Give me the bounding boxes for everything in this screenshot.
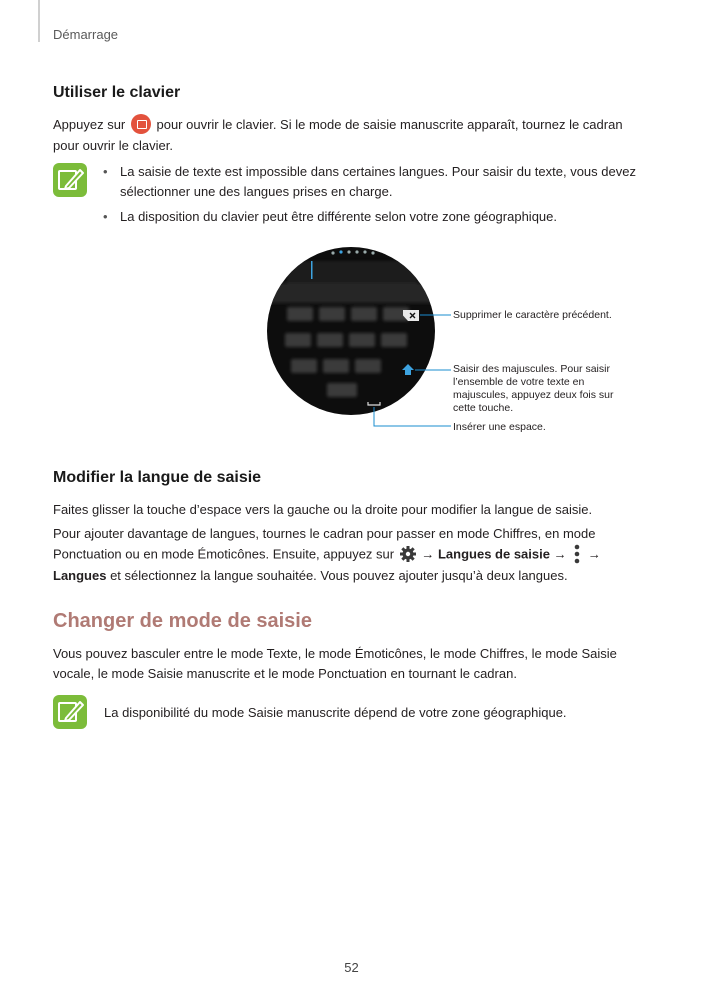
- language-paragraph-1: Faites glisser la touche d’espace vers la gauche ou la droite pour modifier la langue de saisie.: [53, 502, 593, 517]
- note-item: • La disposition du clavier peut être différente selon votre zone géographique.: [103, 207, 643, 227]
- callout-space: Insérer une espace.: [453, 421, 546, 433]
- more-options-icon: [572, 543, 582, 565]
- langues-de-saisie-menu: Langues de saisie: [437, 546, 550, 562]
- mode-section-title: Changer de mode de saisie: [53, 610, 312, 632]
- note-item: • La saisie de texte est impossible dans certaines langues. Pour saisir du texte, vous devez sélectionner une des langues prises en charge.: [103, 162, 643, 202]
- page-number: 52: [344, 960, 359, 975]
- callout-shift: Saisir des majuscules. Pour saisir l’ensemble de votre texte en majuscules, appuyez deux fois sur cette touche.: [453, 363, 614, 414]
- langues-menu: Langues: [53, 568, 107, 583]
- mode-paragraph: Vous pouvez basculer entre le mode Texte, le mode Émoticônes, le mode Chiffres, le mode Saisie vocale, le mode Saisie manuscrite et le mode Ponctuation en tournant le cadran.: [53, 646, 617, 681]
- keyboard-section-title: Utiliser le clavier: [53, 84, 181, 101]
- note-icon: [53, 695, 87, 729]
- keyboard-intro-part1: Appuyez sur: [53, 117, 129, 132]
- mode-note: La disponibilité du mode Saisie manuscrite dépend de votre zone géographique.: [104, 705, 567, 720]
- language-paragraph-2: Pour ajouter davantage de langues, tournes le cadran pour passer en mode Chiffres, en mode Ponctuation ou en mode Émoticônes. Ensuite, appuyez sur → Langues de saisie → → Langues et sélectionnez la langue souhaitée. Vous pouvez ajouter jusqu’à deux langues.: [53, 526, 601, 583]
- callout-delete: Supprimer le caractère précédent.: [453, 309, 612, 321]
- language-section-title: Modifier la langue de saisie: [53, 469, 262, 486]
- section-header: Démarrage: [53, 27, 119, 42]
- gear-icon: [399, 545, 417, 563]
- keyboard-intro-part2: pour ouvrir le clavier. Si le mode de saisie manuscrite apparaît, tournez le cadran pour ouvrir le clavier.: [53, 117, 623, 153]
